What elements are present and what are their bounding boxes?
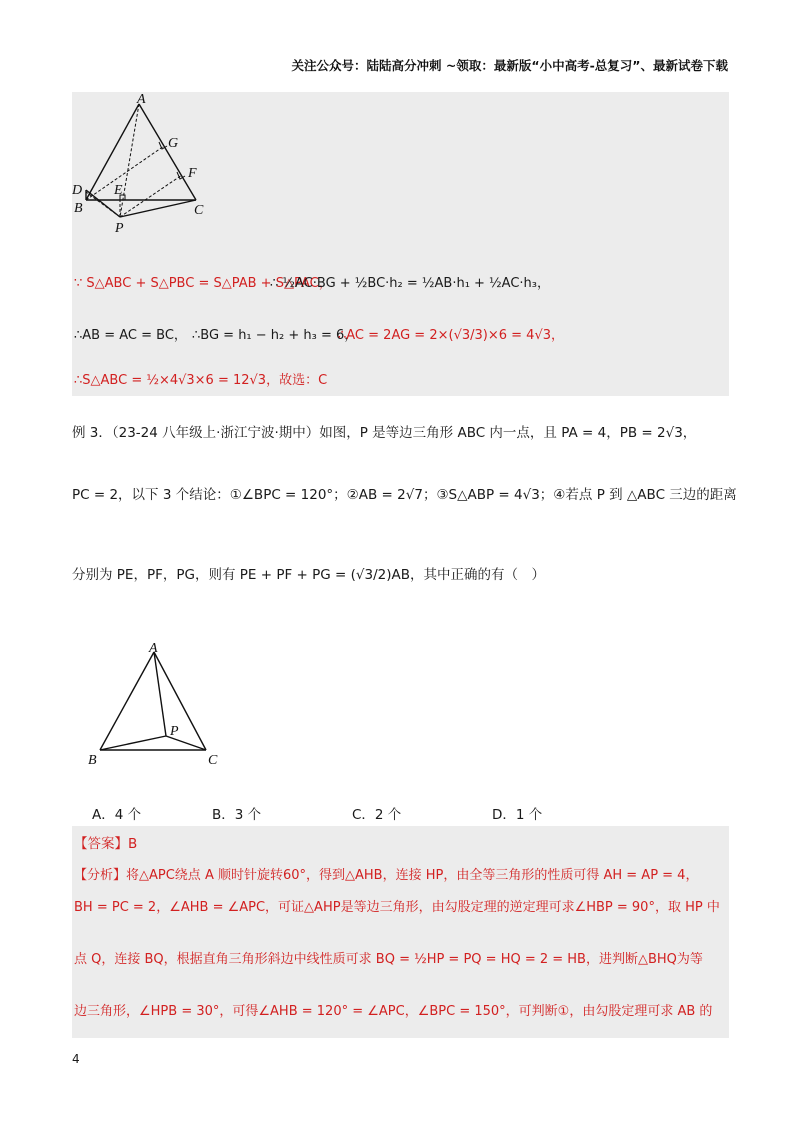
solution-line-3: ∴S△ABC = ½×4√3×6 = 12√3，故选：C — [74, 373, 328, 388]
page-header: 关注公众号：陆陆高分冲刺 ~领取：最新版“小中高考-总复习”、最新试卷下载 — [291, 58, 728, 73]
solution-line-2b: ∴BG = h₁ − h₂ + h₃ = 6， — [192, 328, 358, 343]
fig1-label-g: G — [168, 136, 179, 151]
analysis-line-4: 边三角形，∠HPB = 30°，可得∠AHB = 120° = ∠APC，∠BPC = 150°，可判断①，由勾股定理可求 AB 的 — [74, 1004, 713, 1019]
example-para-2: PC = 2，以下 3 个结论：①∠BPC = 120°；②AB = 2√7；③S△ABP = 4√3；④若点 P 到 △ABC 三边的距离 — [72, 487, 737, 503]
fig2-label-c: C — [208, 753, 218, 768]
option-d[interactable]: D．1 个 — [492, 807, 543, 823]
option-b[interactable]: B．3 个 — [212, 807, 262, 823]
fig1-label-p: P — [115, 221, 124, 236]
fig2-label-b: B — [88, 753, 97, 768]
analysis-line-2: BH = PC = 2，∠AHB = ∠APC，可证△AHP是等边三角形，由勾股定理的逆定理可求∠HBP = 90°，取 HP 中 — [74, 900, 720, 915]
page-number: 4 — [72, 1052, 80, 1066]
fig1-label-e: E — [114, 183, 123, 198]
example-para-3: 分别为 PE，PF，PG，则有 PE + PF + PG = (√3/2)AB，其中正确的有（ ） — [72, 567, 545, 583]
fig1-label-f: F — [188, 166, 197, 181]
solution-line-1a: ∵ S△ABC + S△PBC = S△PAB + S△PAC， — [74, 276, 332, 291]
fig1-label-d: D — [72, 183, 83, 198]
analysis-line-1: 【分析】将△APC绕点 A 顺时针旋转60°，得到△AHB，连接 HP，由全等三角形的性质可得 AH = AP = 4， — [74, 868, 699, 883]
solution-line-1b: ∴ ½AC·BG + ½BC·h₂ = ½AB·h₁ + ½AC·h₃， — [270, 276, 550, 291]
option-a[interactable]: A．4 个 — [92, 807, 142, 823]
figure-triangle-1 — [72, 92, 232, 242]
fig2-label-a: A — [149, 641, 158, 656]
answer-text: 【答案】B — [74, 836, 138, 852]
analysis-line-3: 点 Q，连接 BQ，根据直角三角形斜边中线性质可求 BQ = ½HP = PQ = HQ = 2 = HB，进判断△BHQ为等 — [74, 952, 703, 967]
option-c[interactable]: C．2 个 — [352, 807, 402, 823]
example-para-1: 例 3．（23-24 八年级上·浙江宁波·期中）如图，P 是等边三角形 ABC 内一点，且 PA = 4，PB = 2√3， — [72, 425, 697, 441]
fig2-label-p: P — [170, 724, 179, 739]
figure-triangle-2 — [82, 640, 232, 770]
fig1-label-b: B — [74, 201, 83, 216]
solution-line-2c: ∴AC = 2AG = 2×(√3/3)×6 = 4√3， — [338, 328, 564, 343]
fig1-label-a: A — [137, 92, 146, 107]
solution-line-2a: ∴AB = AC = BC， — [74, 328, 187, 343]
fig1-label-c: C — [194, 203, 204, 218]
